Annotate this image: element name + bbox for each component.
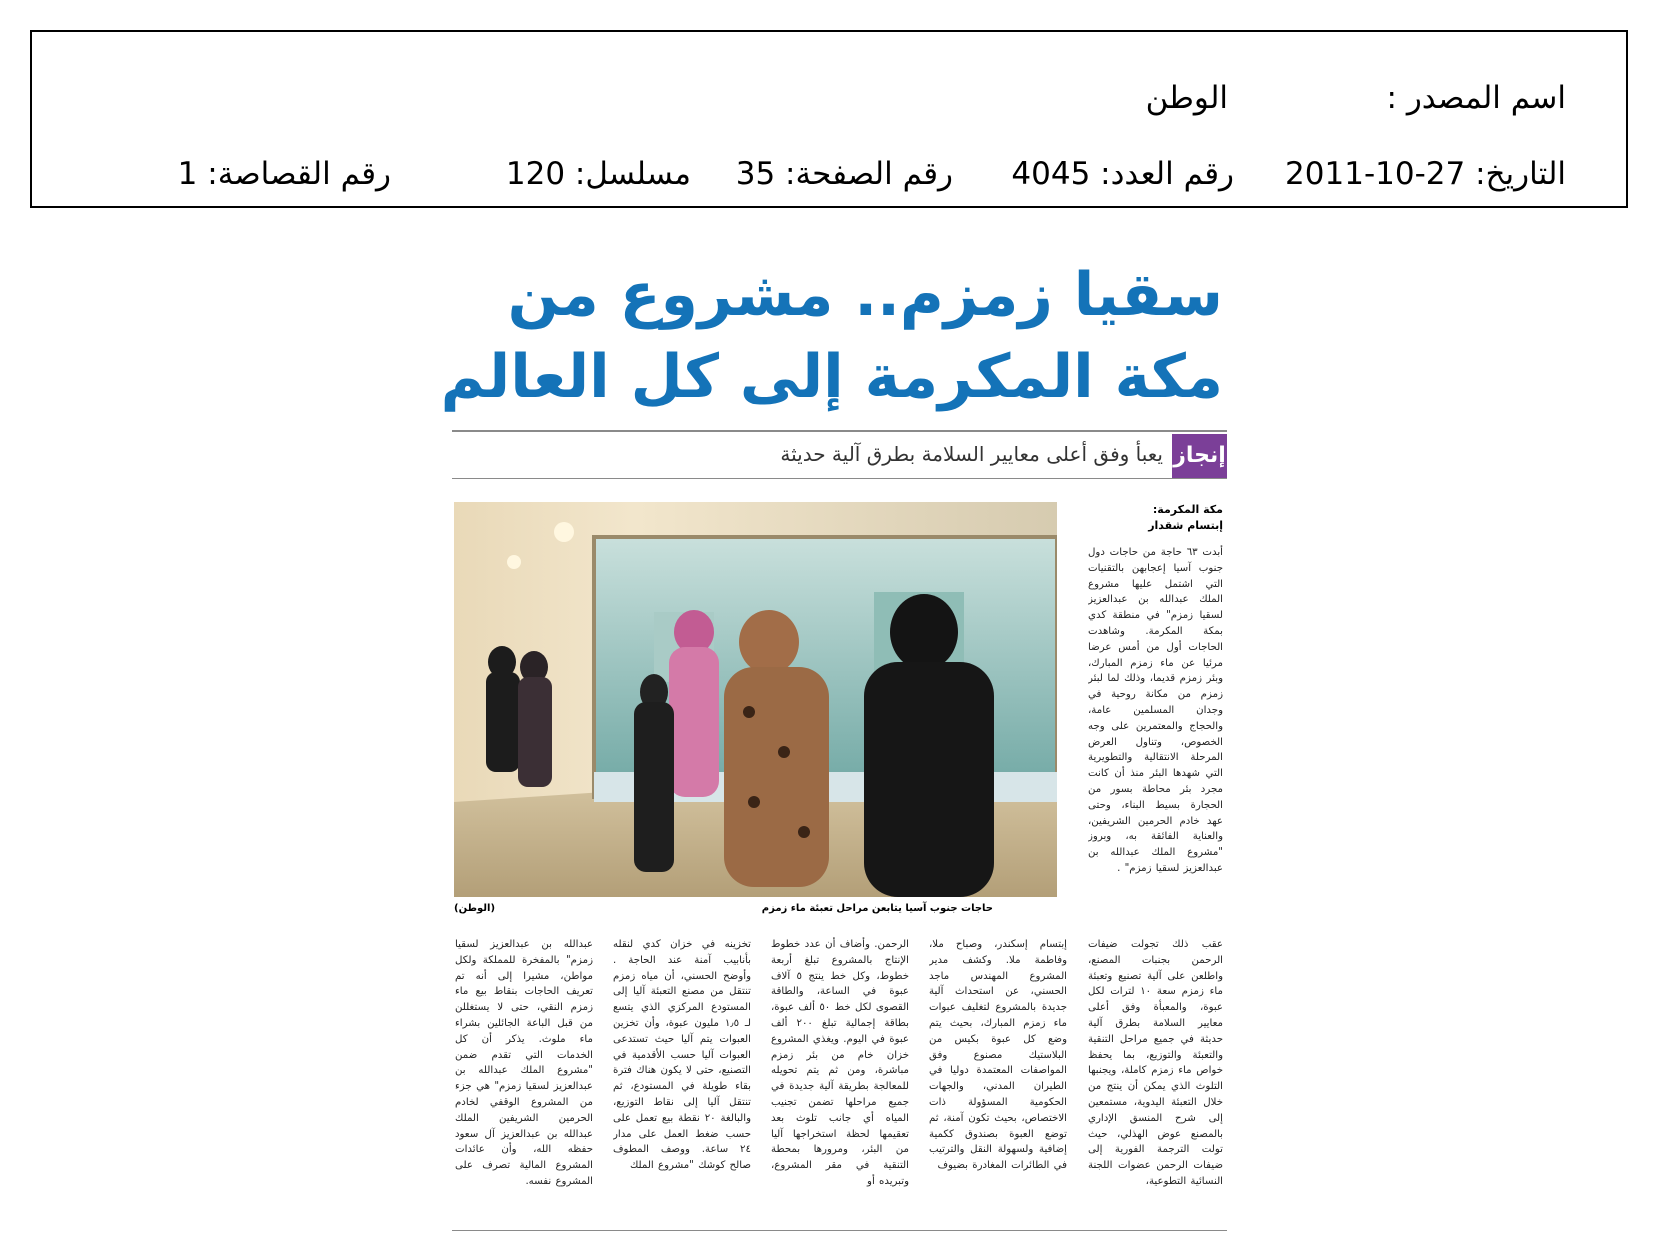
headline-line-2: مكة المكرمة إلى كل العالم: [440, 342, 1223, 412]
clip-number-field: رقم القصاصة: 1: [177, 156, 391, 192]
byline: [1083, 502, 1223, 534]
photo-credit: (الوطن): [454, 903, 496, 914]
headline-line-1: سقيا زمزم.. مشروع من: [507, 260, 1223, 330]
source-value: الوطن: [1145, 80, 1228, 116]
source-label: اسم المصدر :: [1386, 80, 1566, 116]
divider-mid: [452, 478, 1227, 479]
photo-caption: حاجات جنوب آسيا يتابعن مراحل تعبئة ماء زمزم: [761, 903, 993, 914]
divider-bottom: [452, 1230, 1227, 1231]
source-info-box: [30, 30, 1628, 208]
kicker-badge: إنجاز: [1172, 434, 1227, 478]
byline-place: مكة المكرمة:: [1152, 503, 1223, 516]
issue-number-field: رقم العدد: 4045: [1011, 156, 1234, 192]
serial-field: مسلسل: 120: [505, 156, 691, 192]
page-number-field: رقم الصفحة: 35: [735, 156, 953, 192]
article-column-intro: أبدت ٦٣ حاجة من حاجات دول جنوب آسيا إعجابهن بالتقنيات التي اشتمل عليها مشروع الملك عبدالله بن عبدالعزيز لسقيا زمزم" في منطقة كدي بمكة المكرمة. وشاهدت الحاجات أول من أمس عرضا مرئيا عن ماء زمزم المبارك، وبئر زمزم قديما، وذلك لما لبئر زمزم من مكانة روحية في وجدان المسلمين عامة، والحجاج والمعتمرين على وجه الخصوص، وتناول العرض المرحلة الانتقالية والتطويرية التي شهدها البئر منذ أن كانت مجرد بئر محاطة بسور من الحجارة بسيط البناء، وحتى عهد خادم الحرمين الشريفين، والعناية الفائقة به، وبروز "مشروع الملك عبدالله بن عبدالعزيز لسقيا زمزم" .: [1088, 547, 1223, 874]
article-photo: [454, 502, 1057, 897]
article-column-2: إبتسام إسكندر، وصباح ملا، وفاطمة ملا. وكشف مدير المشروع المهندس ماجد الحسني، عن استحداث آلية جديدة بالمشروع لتغليف عبوات ماء زمزم المبارك، بحيث يتم وضع كل عبوة بكيس من البلاستيك مصنوع وفق المواصفات المعتمدة دوليا في الطيران المدني، والجهات الحكومية المسؤولة ذات الاختصاص، بحيث تكون آمنة، ثم توضع العبوة بصندوق ككمية إضافية ولسهولة النقل والترتيب في الطائرات المغادرة بضيوف: [929, 939, 1067, 1172]
article-column-5: عبدالله بن عبدالعزيز لسقيا زمزم" بالمفخرة للمملكة ولكل مواطن، مشيرا إلى أنه تم تعريف الحاجات بنقاط بيع ماء زمزم النقي، حتى لا يستغللن من قبل الباعة الجائلين بشراء ماء ملوث. يذكر أن كل الخدمات التي تقدم ضمن "مشروع الملك عبدالله بن عبدالعزيز لسقيا زمزم" هي جزء من المشروع الوقفي لخادم الحرمين الشريفين الملك عبدالله بن عبدالعزيز آل سعود حفظه الله، وأن عائدات المشروع المالية تصرف على المشروع نفسه.: [455, 939, 593, 1187]
subheadline: يعبأ وفق أعلى معايير السلامة بطرق آلية حديثة: [780, 442, 1163, 466]
newspaper-clipping: [440, 240, 1227, 1240]
date-field: التاريخ: 27-10-2011: [1285, 156, 1566, 192]
article-column-4: تخزينه في خزان كدي لنقله بأنابيب آمنة عند الحاجة . وأوضح الحسني، أن مياه زمزم تنتقل من مصنع التعبئة آليا إلى المستودع المركزي الذي يتسع لـ ١٫٥ مليون عبوة، وأن تخزين العبوات يتم آليا حيث تستدعى العبوات آليا حسب الأقدمية في التصنيع، حتى لا يكون هناك فترة بقاء طويلة في المستودع، ثم تنتقل آليا إلى نقاط التوزيع، والبالغة ٢٠ نقطة بيع تعمل على حسب ضغط العمل على مدار ٢٤ ساعة. ووصف المطوف صالح كوشك "مشروع الملك: [613, 939, 751, 1172]
article-column-1: عقب ذلك تجولت ضيفات الرحمن بجنبات المصنع، واطلعن على آلية تصنيع وتعبئة ماء زمزم سعة ١٠ لترات لكل عبوة، والمعبأة وفق أعلى معايير السلامة بطرق آلية حديثة في جميع مراحل التنقية والتعبئة والتوزيع، بما يحفظ خواص ماء زمزم كاملة، ويجنبها التلوث الذي يمكن أن ينتج من خلال التعبئة اليدوية، مستمعين إلى شرح المنسق الإداري بالمصنع عوض الهذلي، حيث تولت الترجمة الفورية إلى ضيفات الرحمن عضوات اللجنة النسائية التطوعية،: [1088, 939, 1223, 1187]
divider-top: [452, 430, 1227, 432]
article-column-3: الرحمن. وأضاف أن عدد خطوط الإنتاج بالمشروع تبلغ أربعة خطوط، وكل خط ينتج ٥ آلاف عبوة في الساعة، والطاقة القصوى لكل خط ٥٠ ألف عبوة، بطاقة إجمالية تبلغ ٢٠٠ ألف عبوة في اليوم. ويغذي المشروع خزان خام من بئر زمزم مباشرة، ومن ثم يتم تحويله للمعالجة بطريقة آلية جديدة في جميع مراحلها تضمن تجنيب المياه أي جانب تلوث بعد تعقيمها لحظة استخراجها آليا من البئر، ومرورها بمحطة التنقية في مقر المشروع، وتبريده أو: [771, 939, 909, 1187]
pilgrims-photo-illustration: [454, 502, 1057, 897]
byline-author: إبتسام شقدار: [1148, 518, 1223, 532]
